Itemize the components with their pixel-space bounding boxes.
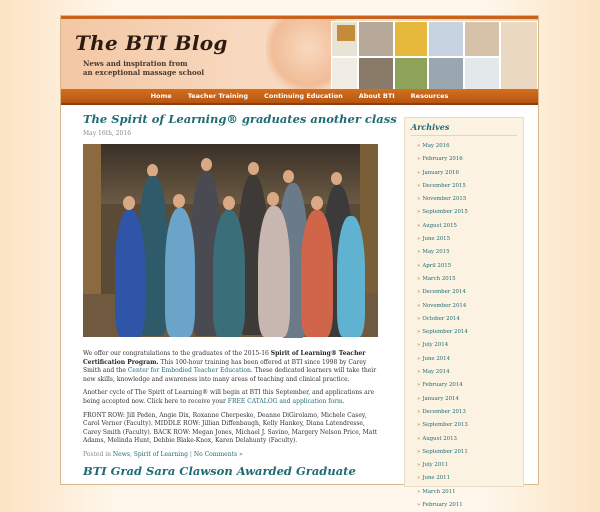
collage-tile — [464, 21, 500, 57]
p2-text: Another cycle of The Spirit of Learning® will begin at BTI this September, and applications are being accepted now. Click here to receive your — [83, 389, 375, 405]
archive-item[interactable] — [411, 180, 517, 193]
collage-tile — [500, 21, 538, 90]
nav-home[interactable]: Home — [150, 92, 172, 100]
arrow-icon: » — [417, 143, 421, 149]
page-container — [60, 15, 539, 509]
archive-link[interactable]: May 2015 — [422, 249, 450, 256]
person-head — [267, 192, 279, 206]
archive-item[interactable] — [411, 193, 517, 206]
person-head — [331, 172, 342, 185]
header-photo-collage — [331, 21, 538, 90]
main-nav — [61, 89, 538, 105]
arrow-icon: » — [417, 156, 421, 163]
post-date: May 16th, 2016 — [83, 130, 132, 137]
arrow-icon: » — [417, 249, 421, 256]
p1-text: We offer our congratulations to the graduates of the 2015-16 — [83, 350, 271, 357]
archive-link[interactable]: October 2014 — [422, 315, 460, 322]
main-content — [83, 112, 397, 478]
arrow-icon: » — [417, 395, 421, 402]
hands-image — [266, 19, 336, 92]
person — [165, 208, 195, 337]
arrow-icon: » — [417, 369, 421, 376]
archive-item[interactable] — [411, 233, 517, 246]
meta-separator: | — [189, 450, 192, 458]
p1-text-end: . These dedicated learners will take their new skills, knowledge and awareness into many areas of teaching and clinical practice. — [83, 367, 377, 383]
arrow-icon: » — [417, 315, 421, 322]
person-head — [173, 194, 185, 208]
archive-item[interactable] — [411, 153, 517, 166]
category-spirit-link[interactable]: Spirit of Learning — [133, 450, 188, 458]
person-head — [223, 196, 235, 210]
archive-link[interactable]: January 2014 — [422, 395, 459, 402]
archive-item[interactable] — [411, 286, 517, 299]
person — [301, 210, 333, 337]
arrow-icon: » — [417, 182, 421, 189]
person — [213, 210, 245, 337]
person — [115, 210, 145, 337]
arrow-icon: » — [417, 408, 421, 415]
archive-link[interactable]: November 2014 — [422, 302, 467, 309]
archive-link[interactable]: March 2011 — [422, 488, 456, 495]
archive-link[interactable]: May 2016 — [422, 143, 450, 149]
hands-up-tile — [428, 21, 464, 57]
catalog-link[interactable]: FREE CATALOG and application form — [227, 397, 343, 405]
archive-link[interactable]: September 2013 — [422, 422, 468, 429]
arrow-icon: » — [417, 355, 421, 362]
sidebar — [404, 117, 524, 509]
archive-link[interactable]: September 2011 — [422, 448, 468, 455]
arrow-icon: » — [417, 422, 421, 429]
archive-item[interactable] — [411, 459, 517, 472]
site-header — [61, 16, 538, 89]
person-head — [201, 158, 212, 171]
group-photo — [83, 144, 378, 337]
tagline-line-2: an exceptional massage school — [83, 68, 205, 77]
arrow-icon: » — [417, 475, 421, 482]
archive-item[interactable] — [411, 472, 517, 485]
archive-item[interactable] — [411, 206, 517, 219]
arrow-icon: » — [417, 236, 421, 243]
archive-item[interactable] — [411, 339, 517, 352]
paragraph-2 — [83, 389, 383, 406]
archive-item[interactable] — [411, 366, 517, 379]
archive-link[interactable]: August 2015 — [422, 222, 457, 229]
archive-item[interactable] — [411, 220, 517, 233]
posted-in-label: Posted in — [83, 450, 111, 458]
archive-item[interactable] — [411, 406, 517, 419]
archive-link[interactable]: November 2015 — [422, 196, 467, 203]
archive-item[interactable] — [411, 140, 517, 153]
archive-item[interactable] — [411, 260, 517, 273]
archive-link[interactable]: June 2015 — [422, 236, 451, 243]
archive-link[interactable]: February 2014 — [422, 382, 463, 389]
archives-title: Archives — [411, 122, 517, 136]
nav-about-bti[interactable]: About BTI — [358, 92, 395, 100]
arrow-icon: » — [417, 448, 421, 455]
nav-resources[interactable]: Resources — [410, 92, 449, 100]
archive-link[interactable]: July 2011 — [422, 462, 449, 469]
archive-link[interactable]: March 2015 — [422, 275, 456, 282]
collage-tile — [358, 21, 394, 57]
arrow-icon: » — [417, 502, 421, 509]
center-link[interactable]: Center for Embodied Teacher Education — [127, 367, 251, 375]
person-head — [311, 196, 323, 210]
archive-link[interactable]: September 2015 — [422, 209, 468, 216]
archive-item[interactable] — [411, 499, 517, 512]
archive-link[interactable]: July 2014 — [422, 342, 449, 349]
arrow-icon: » — [417, 222, 421, 229]
arrow-icon: » — [417, 275, 421, 282]
archive-link[interactable]: May 2014 — [422, 369, 450, 376]
arrow-icon: » — [417, 262, 421, 269]
archive-item[interactable] — [411, 273, 517, 286]
paragraph-1 — [83, 350, 383, 384]
archive-link[interactable]: August 2013 — [422, 435, 457, 442]
archive-link[interactable]: February 2016 — [422, 156, 463, 163]
paragraph-3: FRONT ROW: Jill Peden, Angie Dix, Roxanne Cherpeske, Deanne DiGirolamo, Michele Casey, Carol Verner (Faculty). MIDDLE ROW: Jillian Diffenbaugh, Kelly Hankey, Diana Latendresse, Carey Smith (Faculty). BACK ROW: Megan Jones, Michael J. Savino, Margery Nelson Price, Matt Adams, Melinda Hunt, Debbie Blake-Knox, Karen Delahunty (Faculty). — [83, 411, 378, 445]
archive-link[interactable]: December 2014 — [422, 289, 466, 296]
next-post-title[interactable]: BTI Grad Sara Clawson Awarded Graduate — [83, 463, 356, 478]
archive-item[interactable] — [411, 393, 517, 406]
person — [337, 216, 365, 337]
archive-link[interactable]: June 2011 — [422, 475, 451, 482]
collage-tile — [428, 57, 464, 90]
collage-tile — [358, 57, 394, 90]
person — [258, 206, 290, 337]
arrow-icon: » — [417, 342, 421, 349]
blog-title[interactable]: The BTI Blog — [75, 31, 228, 55]
arrow-icon: » — [417, 289, 421, 296]
archive-item[interactable] — [411, 300, 517, 313]
butterfly-tile — [337, 25, 355, 41]
collage-tile — [464, 57, 500, 90]
archive-item[interactable] — [411, 353, 517, 366]
arrow-icon: » — [417, 196, 421, 203]
arrow-icon: » — [417, 169, 421, 176]
arrow-icon: » — [417, 488, 421, 495]
archives-list — [411, 140, 517, 512]
p1-text-mid: This 100-hour training has been offered at BTI since 1998 by Carey Smith and the — [83, 358, 367, 375]
collage-tile — [331, 57, 358, 90]
arrow-icon: » — [417, 462, 421, 469]
archive-link[interactable]: June 2014 — [422, 355, 451, 362]
building-tile — [394, 57, 428, 90]
tagline-line-1: News and inspiration from — [83, 59, 188, 68]
arrow-icon: » — [417, 435, 421, 442]
archive-item[interactable] — [411, 419, 517, 432]
archive-item[interactable] — [411, 326, 517, 339]
archive-item[interactable] — [411, 486, 517, 499]
archive-item[interactable] — [411, 246, 517, 259]
flowers-tile — [394, 21, 428, 57]
person-head — [283, 170, 294, 183]
post-title[interactable]: The Spirit of Learning® graduates another class — [83, 112, 397, 126]
archive-item[interactable] — [411, 446, 517, 459]
arrow-icon: » — [417, 382, 421, 389]
archive-item[interactable] — [411, 167, 517, 180]
p1-bold: Spirit of Learning® Teacher Certification Program. — [83, 350, 366, 366]
archive-link[interactable]: December 2015 — [422, 182, 466, 189]
archive-item[interactable] — [411, 433, 517, 446]
category-news-link[interactable]: News — [112, 450, 130, 458]
person-head — [123, 196, 135, 210]
post-meta: Posted in News, Spirit of Learning | No Comments » — [83, 450, 243, 458]
arrow-icon: » — [417, 209, 421, 216]
nav-continuing-education[interactable]: Continuing Education — [264, 92, 343, 100]
arrow-icon: » — [417, 302, 421, 309]
blog-tagline — [83, 59, 233, 77]
archive-link[interactable]: September 2014 — [422, 329, 468, 336]
archive-item[interactable] — [411, 313, 517, 326]
archive-link[interactable]: December 2013 — [422, 408, 466, 415]
comments-link[interactable]: No Comments » — [193, 450, 243, 458]
p2-text-end: . — [342, 397, 345, 405]
arrow-icon: » — [417, 329, 421, 336]
person-head — [248, 162, 259, 175]
archive-link[interactable]: April 2015 — [422, 262, 452, 269]
nav-teacher-training[interactable]: Teacher Training — [187, 92, 249, 100]
archive-link[interactable]: January 2016 — [422, 169, 459, 176]
archive-item[interactable] — [411, 379, 517, 392]
archive-link[interactable]: February 2011 — [422, 502, 463, 509]
post-body — [83, 350, 383, 446]
